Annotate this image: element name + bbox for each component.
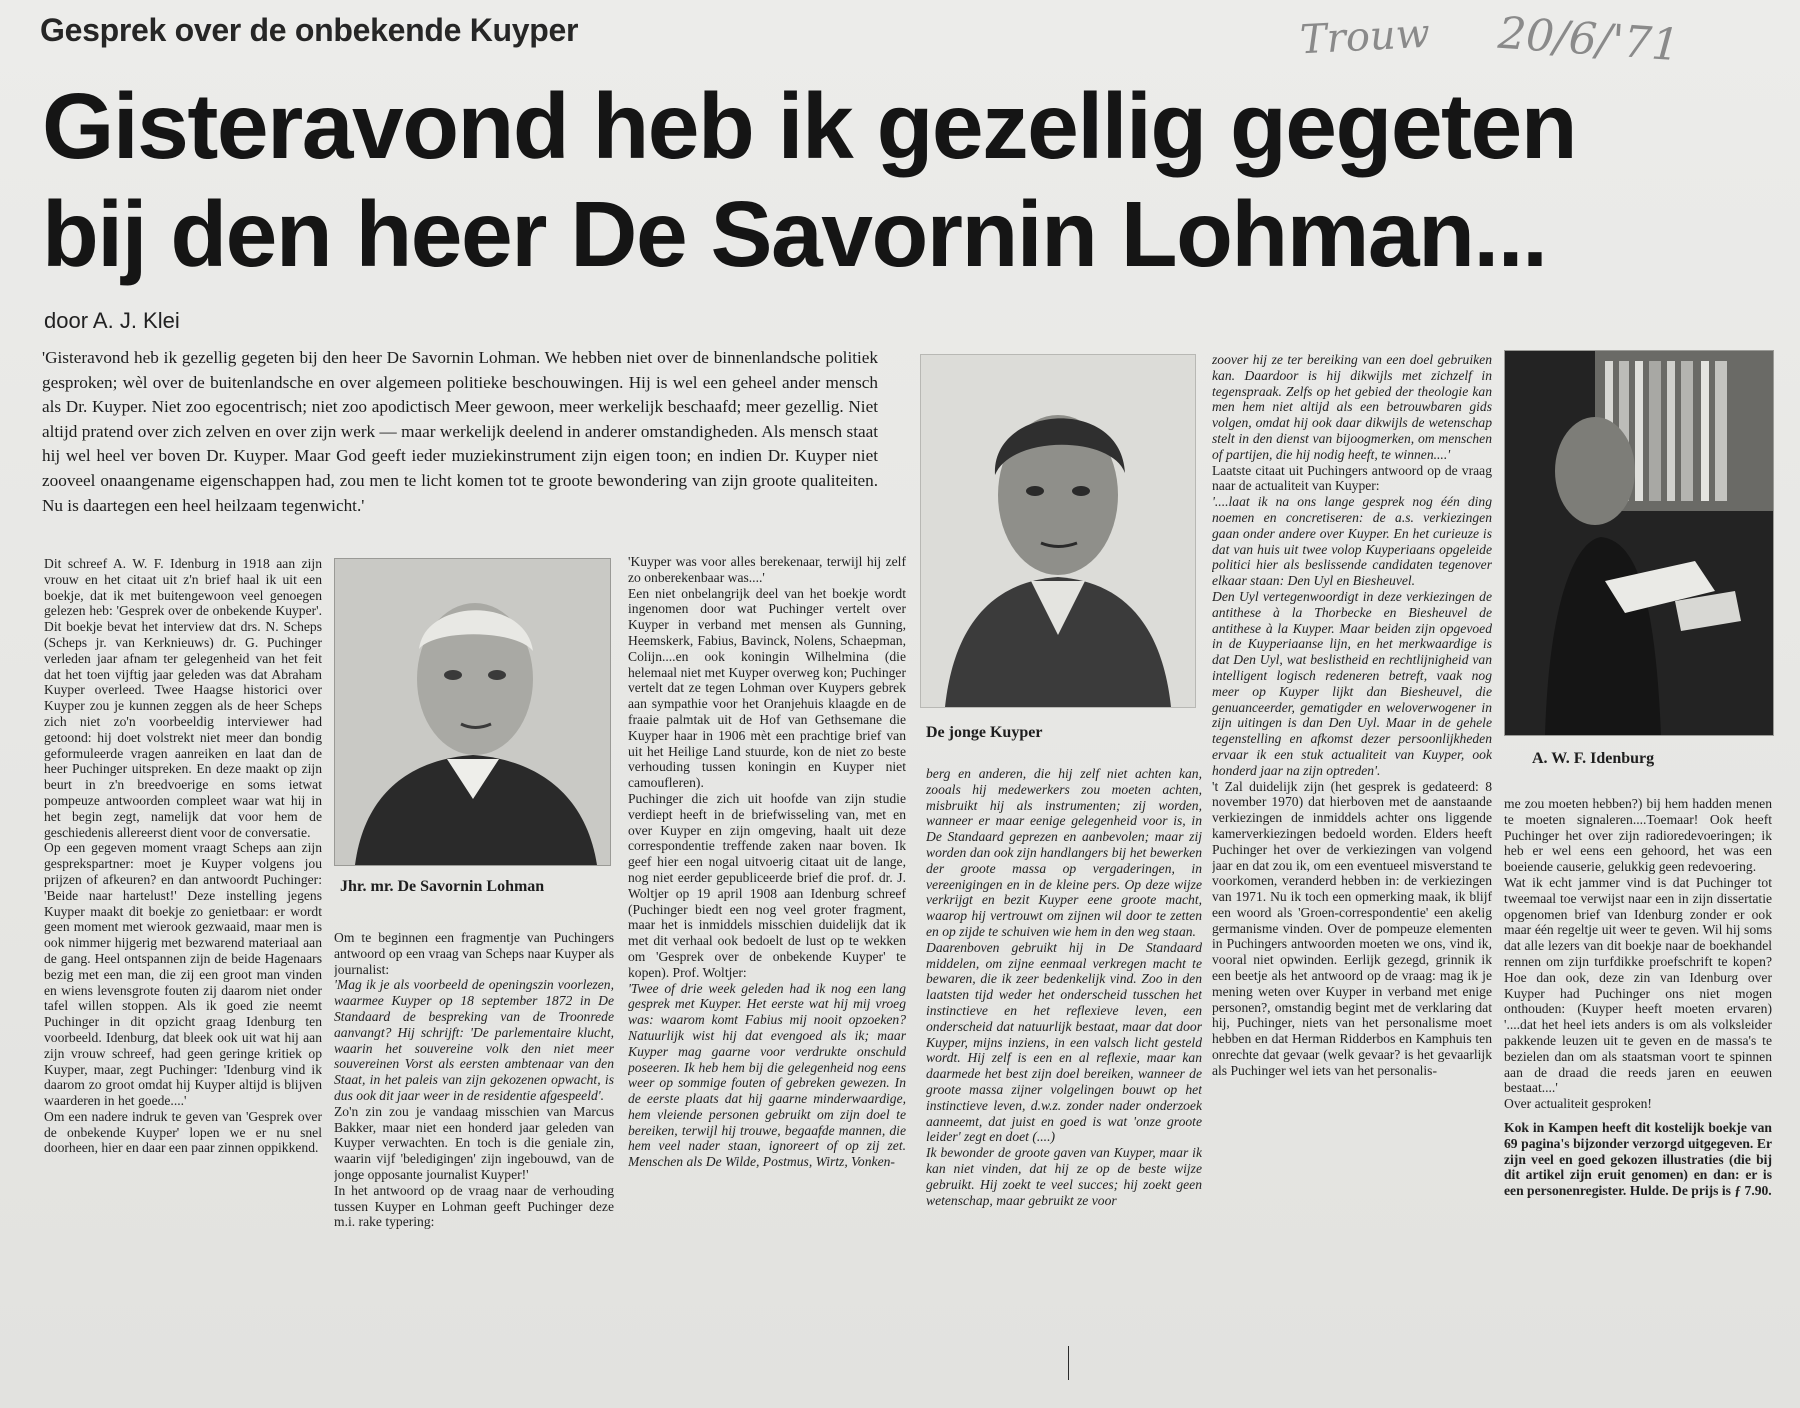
col2-paragraph: Om te beginnen een fragmentje van Puchingers antwoord op een vraag van Scheps naar Kuyper als journalist: (334, 930, 614, 977)
column-2 (334, 930, 614, 1330)
portrait-lohman-image (335, 559, 610, 865)
caption-kuyper: De jonge Kuyper (926, 724, 1043, 741)
col1-paragraph: Dit schreef A. W. F. Idenburg in 1918 aan zijn vrouw en het citaat uit z'n brief haal ik uit een boekje, dat ik met buitengewoon veel genoegen gelezen heb: 'Gesprek over de onbekende Kuyper'. Dit boekje bevat het interview dat drs. N. Scheps (Scheps jr. van Kerknieuws) dr. G. Puchinger verleden jaar afnam ter gelegenheid van het feit dat het toen vijftig jaar geleden was dat Abraham Kuyper overleed. Twee Haagse historici over Kuyper zou je kunnen zeggen als de heer Scheps zich niet zo'n voorbeeldig interviewer had getoond: hij doet volstrekt niet meer dan bondig geformuleerde vragen aanreiken en laat dan de heer Puchinger uitspreken. En deze maakt op zijn beurt in z'n breedvoerige en soms ietwat pompeuze antwoorden compleet waar wat hij in het begin zegt, namelijk dat voor hem de geschiedenis allereerst dient voor de conversatie. (44, 556, 322, 840)
col3-paragraph: 'Kuyper was voor alles berekenaar, terwijl hij zelf zo onberekenbaar was....' (628, 554, 906, 585)
col3-paragraph: Een niet onbelangrijk deel van het boekje wordt ingenomen door wat Puchinger vertelt over Kuyper in verband met mensen als Gunning, Heemskerk, Fabius, Bavinck, Nolens, Schaepman, Colijn....en ook koningin Wilhelmina (die helemaal niet met Kuyper overweg kon; Puchinger vertelt dat ze tegen Lohman over Kuypers gebrek aan sympathie voor het Oranjehuis klaagde en de fraaie palmtak uit de Hof van Gethsemane die Kuyper haar in 1906 mèt een prachtige brief van uit het Heilige Land stuurde, kon de niet zo beste verhouding tussen koningin en Kuyper niet camoufleren). (628, 585, 906, 791)
column-5 (1212, 352, 1492, 1336)
col1-paragraph: Om een nadere indruk te geven van 'Gesprek over de onbekende Kuyper' lopen we er nu snel doorheen, hier en daar een paar zinnen oppikkend. (44, 1108, 322, 1156)
col6-paragraph: Over actualiteit gesproken! (1504, 1096, 1652, 1112)
photo-jonge-kuyper (920, 354, 1196, 708)
col6-publisher-note: Kok in Kampen heeft dit kostelijk boekje van 69 pagina's bijzonder verzorgd uitgegeven. Er zijn veel en goed gekozen illustraties (die bij dit artikel zijn eruit genomen) en dan: er is een personenregister. Hulde. De prijs is ƒ 7.90. (1504, 1119, 1772, 1199)
caption-lohman: Jhr. mr. De Savornin Lohman (340, 878, 545, 895)
bottom-rule (1068, 1346, 1069, 1380)
col3-paragraph: 'Twee of drie week geleden had ik nog een lang gesprek met Kuyper. Het eerste wat hij mij vroeg was: waarom komt Fabius mij nooit opzoeken? Natuurlijk wist hij dat evengoed als ik; maar Kuyper mag gaarne voor verdrukte onschuld poseeren. Ik heb hem bij die gelegenheid nog eens weer op sommige fouten of gebreken gewezen. In de eerste plaats dat hij gaarne minderwaardige, hem vleiende personen gebruikt om zijn doel te bereiken, terwijl hij trouwe, begaafde mannen, die hem veel nader staan, ignoreert of op zij zet. Menschen als De Wilde, Postmus, Wirtz, Vonken- (628, 980, 906, 1170)
intro-quote: 'Gisteravond heb ik gezellig gegeten bij den heer De Savornin Lohman. We hebben niet over de binnenlandsche politiek gesproken; wèl over de buitenlandsche en over algemeen politieke beschouwingen. Hij is wel een geheel ander mensch als Dr. Kuyper. Niet zoo egocentrisch; niet zoo apodictisch Meer gewoon, meer werkelijk beschaafd; meer gezellig. Niet altijd pratend over zich zelven en over zijn werk — maar werkelijk deelend in anderer omstandigheden. Als mensch staat hij wel heel ver boven Dr. Kuyper. Maar God geeft ieder muziekinstrument zijn eigen toon; en indien Dr. Kuyper niet zooveel onaangename eigenschappen had, zou men te licht komen tot te groote bewondering van zijn groote qualiteiten. Nu is daartegen een heel heilzaam tegenwicht.' (42, 348, 878, 515)
caption-idenburg: A. W. F. Idenburg (1532, 750, 1655, 767)
headline: Gisteravond heb ik gezellig gegeten bij den heer De Savornin Lohman... (42, 74, 1577, 286)
col2-paragraph: Zo'n zin zou je vandaag misschien van Marcus Bakker, maar niet een honderd jaar geleden van Kuyper verwachten. En toch is die geniale zin, waarin vijf 'beledigingen' zijn ingebouwd, van de jonge opposante journalist Kuyper!' (334, 1103, 614, 1182)
col6-paragraph: Wat ik echt jammer vind is dat Puchinger tot tweemaal toe verwijst naar een in zijn dissertatie opgenomen brief van Idenburg zonder er ook maar één regeltje uit weer te geven. Wil hij soms dat alle lezers van dit boekje naar de boekhandel rennen om zijn turfdikke proefschrift te kopen? Hoe dan ook, deze zin van Idenburg over Kuyper had Puchinger ons niet mogen onthouden: (Kuyper heeft moeten ervaren) '....dat het heel iets anders is om als volksleider pakkende leuzen uit te geven en de massa's te bezielen dan om als staatsman voort te spinnen aan de draad die reeds jaren en eeuwen bestaat....' (1504, 874, 1772, 1096)
col5-paragraph: '....laat ik na ons lange gesprek nog één ding noemen en concretiseren: de a.s. verkiezingen gaan onder andere over Kuyper. En het curieuze is dat van huis uit twee volop Kuyperiaans opgeleide politici hier als beslissende candidaten tegenover elkaar staan: Den Uyl en Biesheuvel. (1212, 494, 1492, 589)
column-4 (926, 766, 1202, 1332)
col6-paragraph: me zou moeten hebben?) bij hem hadden menen te moeten signaleren....Toemaar! Ook heeft Puchinger het over zijn radioredevoeringen; ik heb er wel eens een gehoord, het was een boeiende causerie, gelukkig geen redevoering. (1504, 796, 1772, 875)
handwritten-date: 20/6/'71 (1496, 7, 1682, 72)
column-1 (44, 556, 322, 1336)
col2-paragraph: In het antwoord op de vraag naar de verhouding tussen Kuyper en Lohman geeft Puchinger deze m.i. rake typering: (334, 1182, 614, 1230)
col5-paragraph: Laatste citaat uit Puchingers antwoord op de vraag naar de actualiteit van Kuyper: (1212, 462, 1492, 494)
col5-paragraph: Den Uyl vertegenwoordigt in deze verkiezingen de antithese à la Thorbecke en Biesheuvel de antithese à la Kuyper. Maar beiden zijn opgevoed in de Kuyperiaanse lijn, en het merkwaardige is dat Den Uyl, wat beslistheid en rechtlijnigheid van intelligent logisch redeneren betreft, vaak nog meer op Kuyper lijkt dan Biesheuvel, die genuanceerder, gematigder en weloverwogener in zijn uitingen is dan Den Uyl. Maar in de gehele tegenstelling en afkomst dezer persoonlijkheden ervaar ik een stuk actualiteit van Kuyper, ook honderd jaar na zijn optreden'. (1212, 588, 1492, 778)
col4-paragraph: Ik bewonder de groote gaven van Kuyper, maar ik kan niet vinden, dat hij ze op de beste wijze gebruikt. Hij zoekt te veel succes; hij zoekt geen wetenschap, maar gebruikt ze voor (926, 1145, 1202, 1208)
col3-paragraph: Puchinger die zich uit hoofde van zijn studie verdiept heeft in de briefwisseling van, met en over Kuyper en zijn omgeving, haalt uit deze correspondentie treffende zaken naar boven. Ik geef hier een nogal uitvoerig citaat uit de lange, nog niet eerder gepubliceerde brief die prof. dr. J. Woltjer op 19 april 1908 aan Idenburg schreef (Puchinger biedt een nog veel groter fragment, maar het is inmiddels misschien duidelijk dat ik met dit verhaal ook bedoelt de lust op te wekken om 'Gesprek over de onbekende Kuyper' te kopen). Prof. Woltjer: (628, 790, 906, 980)
portrait-kuyper-image (921, 355, 1195, 707)
photo-lohman (334, 558, 611, 866)
col1-paragraph: Op een gegeven moment vraagt Scheps aan zijn gesprekspartner: moet je Kuyper volgens jou prijzen of afkeuren? en dan antwoordt Puchinger: 'Beide naar hartelust!' Deze instelling jegens Kuyper maakt dit boekje zo genietbaar: er wordt geen moment met wierook gezwaaid, maar men is ook nimmer hijgerig met bezwarend materiaal aan de gang. Heel ontspannen zijn de beide Hagenaars bezig met een man, die zij een groot man vinden en wiens levensgrote fouten zij daarom niet onder tafel willen stoppen. Als ik goed zie neemt Puchinger in dit opzicht graag Idenburg ten voorbeeld. Idenburg, dat bleek ook uit wat hij aan zijn vrouw schreef, had geen geringe kritiek op Kuyper, maar, zegt Puchinger: 'Idenburg vind ik daarom zo groot omdat hij Kuyper altijd is blijven waarderen in het goede....' (44, 840, 322, 1109)
col5-paragraph: zoover hij ze ter bereiking van een doel gebruiken kan. Daardoor is hij dikwijls met zichzelf in tegenspraak. Zelfs op het gebied der theologie kan men hem niet altijd als een betrouwbaren gids volgen, omdat hij ook daar dikwijls de wetenschap stelt in den dienst van bijoogmerken, om menschen of partijen, die hij nodig heeft, te winnen....' (1212, 352, 1492, 462)
handwritten-source: Trouw (1298, 10, 1432, 64)
col2-paragraph: 'Mag ik je als voorbeeld de openingszin voorlezen, waarmee Kuyper op 18 september 1872 in De Standaard de bespreking van de Troonrede aanvangt? Hij schrijft: 'De parlementaire klucht, waarin het souvereine volk den niet meer souvereinen Vorst als eersten ambtenaar van den Staat, in het paleis van zijn gekozenen opwacht, is dus ook dit jaar weer in de residentie afgespeeld'. (334, 977, 614, 1103)
photo-idenburg (1504, 350, 1774, 736)
byline: door A. J. Klei (44, 308, 180, 333)
portrait-idenburg-image (1505, 351, 1773, 735)
column-3 (628, 554, 906, 1334)
col4-paragraph: berg en anderen, die hij zelf niet achten kan, zooals hij medewerkers zou moeten achten, misbruikt hij als instrumenten; zij worden, wanneer er maar eenige gelegenheid voor is, in De Standaard geprezen en aanbevolen; maar zij worden dan ook zijn handlangers bij het bewerken der groote massa op vergaderingen, in vereenigingen en in de kleine pers. Op deze wijze verkrijgt en bezit Kuyper eene groote macht, waarop hij vertrouwt om zijnen wil door te zetten en op zijde te schuiven wie hem in den weg staan. (926, 766, 1202, 939)
col4-paragraph: Daarenboven gebruikt hij in De Standaard middelen, om zijne eenmaal verkregen macht te bewaren, die ik zeer bedenkelijk vind. Zoo in den laatsten tijd weder het onderscheid tusschen het instinctieve en het reflexieve leven, een onderscheid dat natuurlijk bestaat, maar dat door Kuyper, mijns inziens, in een valsch licht gesteld wordt. Hij zelf is een en al reflexie, maar kan daarmede het best zijn doel bereiken, wanneer de groote massa zijner volgelingen bouwt op het instinctieve leven, d.w.z. zonder nader onderzoek aanneemt, dat juist en goed is wat 'onze groote leider' zegt en doet (....) (926, 939, 1202, 1145)
column-6 (1504, 796, 1772, 1316)
kicker: Gesprek over de onbekende Kuyper (40, 12, 579, 48)
col5-paragraph: 't Zal duidelijk zijn (het gesprek is gedateerd: 8 november 1970) dat hierboven met de aanstaande verkiezingen de inmiddels achter ons liggende kamerverkiezingen bedoeld worden. Elders heeft Puchinger het over de verkiezingen van volgend jaar en dat zou ik, om een eventueel misverstand te voorkomen, veranderd hebben in: de verkiezingen van 1971. Nu ik toch een opmerking maak, ik blijf een woord als 'Groen-correspondentie' een akelig germanisme vinden. Over de pompeuze elementen in Puchingers antwoorden moeten we ons, vind ik, vooral niet opwinden. Eerlijk gezegd, grinnik ik een beetje als het antwoord op de vraag: mag ik je mening weten over Kuyper in verband met enige personen?, omstandig begint met de verklaring dat hij, Puchinger, niets van het personalisme moet hebben en dat Herman Ridderbos en Kamphuis ten onrechte dat gevaar (welk gevaar? is het gevaarlijk als Puchinger wel iets van het personalis- (1212, 778, 1492, 1078)
